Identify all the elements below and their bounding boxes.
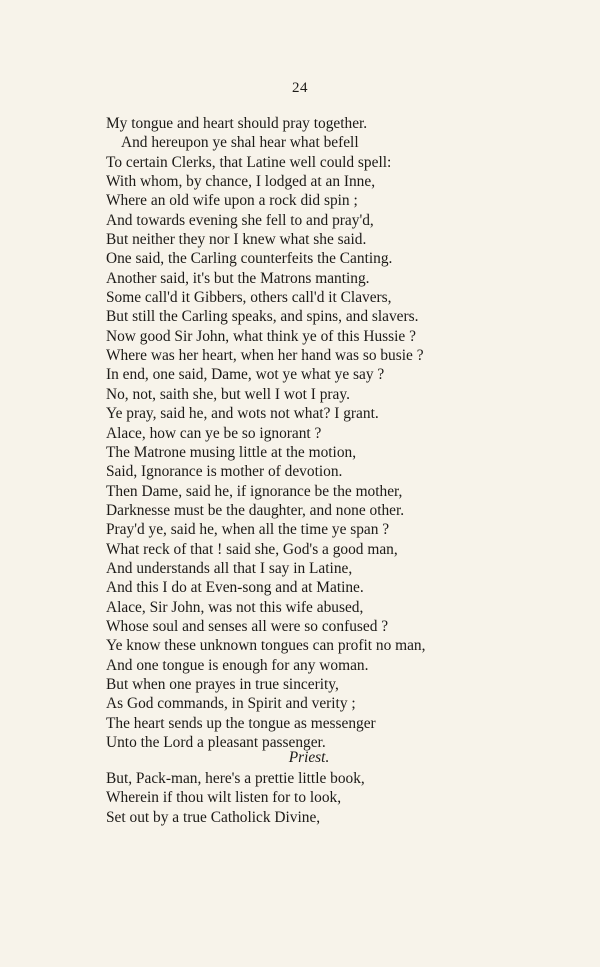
verse-line: No, not, saith she, but well I wot I pray. [106,385,350,403]
verse-line: Alace, how can ye be so ignorant ? [106,424,322,442]
verse-line: As God commands, in Spirit and verity ; [106,695,356,713]
verse-line: Pray'd ye, said he, when all the time ye span ? [106,521,390,539]
verse-line: Unto the Lord a pleasant passenger. [106,734,326,751]
verse-line: Where was her heart, when her hand was so busie ? [106,347,424,365]
verse-line: Another said, it's but the Matrons manting. [106,269,370,287]
verse-line: One said, the Carling counterfeits the Canting. [106,250,393,268]
speaker-heading: Priest. [288,749,330,766]
verse-line: And this I do at Even-song and at Matine. [106,579,364,597]
verse-line: The heart sends up the tongue as messenger [106,714,376,732]
verse-line: Then Dame, said he, if ignorance be the mother, [106,482,403,500]
verse-line: In end, one said, Dame, wot ye what ye say ? [106,366,385,384]
verse-line: To certain Clerks, that Latine well could spell: [106,153,392,171]
verse-line: But when one prayes in true sincerity, [106,675,339,693]
verse-line: Whose soul and senses all were so confused ? [106,617,389,635]
verse-block-continued [106,769,576,827]
verse-line: Said, Ignorance is mother of devotion. [106,463,343,481]
verse-line: And understands all that I say in Latine, [106,559,353,577]
verse-line: Some call'd it Gibbers, others call'd it Clavers, [106,289,392,307]
verse-line: Set out by a true Catholick Divine, [106,808,321,826]
verse-line: The Matrone musing little at the motion, [106,443,357,461]
verse-line: And towards evening she fell to and pray'd, [106,211,374,229]
page-number: 24 [292,80,308,96]
verse-line: And one tongue is enough for any woman. [106,656,369,674]
verse-line: And hereupon ye shal hear what befell [121,134,359,152]
verse-line: Now good Sir John, what think ye of this Hussie ? [106,327,416,345]
verse-block [106,114,576,752]
verse-line: But, Pack-man, here's a prettie little book, [106,770,365,787]
verse-line: Where an old wife upon a rock did spin ; [106,192,358,210]
verse-line: Alace, Sir John, was not this wife abused, [106,598,364,616]
verse-line: But still the Carling speaks, and spins, and slavers. [106,308,419,326]
verse-line: Ye know these unknown tongues can profit no man, [106,637,426,655]
verse-line: Ye pray, said he, and wots not what? I grant. [106,405,379,423]
verse-line: My tongue and heart should pray together. [106,115,368,132]
verse-line: With whom, by chance, I lodged at an Inne, [106,173,376,191]
verse-line: What reck of that ! said she, God's a good man, [106,540,398,558]
verse-line: Darknesse must be the daughter, and none other. [106,501,405,519]
verse-line: Wherein if thou wilt listen for to look, [106,789,342,807]
verse-line: But neither they nor I knew what she said. [106,231,367,249]
